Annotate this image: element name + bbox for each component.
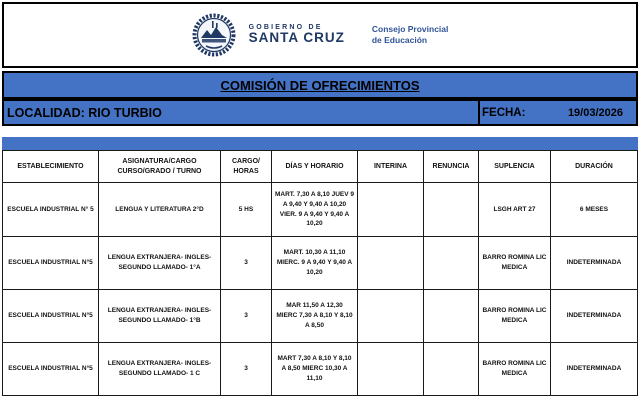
- table-row: [2, 290, 638, 343]
- table-cell: ESCUELA INDUSTRIAL N°5: [2, 343, 99, 396]
- title-bar: [2, 71, 638, 99]
- table-cell: [424, 237, 479, 290]
- table-cell: [358, 237, 424, 290]
- table-cell: INDETERMINADA: [551, 237, 638, 290]
- table-cell: 6 MESES: [551, 183, 638, 237]
- localidad-label: LOCALIDAD: RIO TURBIO: [7, 105, 162, 120]
- table-cell: 3: [221, 290, 272, 343]
- brand-gobierno-de: GOBIERNO DE: [248, 23, 323, 31]
- table-cell: [424, 290, 479, 343]
- table-cell: INDETERMINADA: [551, 343, 638, 396]
- table-cell: ESCUELA INDUSTRIAL N°5: [2, 290, 99, 343]
- table-cell: MART. 10,30 A 11,10 MIERC. 9 A 9,40 Y 9,40 A 10,20: [272, 237, 358, 290]
- table-cell: [424, 343, 479, 396]
- table-cell: BARRO ROMINA LIC MEDICA: [479, 343, 551, 396]
- table-cell: [358, 183, 424, 237]
- table-cell: INDETERMINADA: [551, 290, 638, 343]
- table-cell: 5 HS: [221, 183, 272, 237]
- table-cell: 3: [221, 237, 272, 290]
- table-cell: BARRO ROMINA LIC MEDICA: [479, 237, 551, 290]
- column-header: INTERINA: [358, 151, 424, 183]
- table-row: [2, 343, 638, 396]
- table-cell: [424, 183, 479, 237]
- org-name: [372, 24, 449, 45]
- table-cell: MART 7,30 A 8,10 Y 8,10 A 8,50 MIERC 10,30 A 11,10: [272, 343, 358, 396]
- table-cell: LENGUA EXTRANJERA- INGLES- SEGUNDO LLAMADO- 1°B: [99, 290, 221, 343]
- fecha-box: [478, 101, 636, 124]
- column-header: RENUNCIA: [424, 151, 479, 183]
- localidad-bar: [2, 99, 638, 126]
- column-header: CARGO/ HORAS: [221, 151, 272, 183]
- org-name-line1: Consejo Provincial: [371, 24, 449, 35]
- table-cell: BARRO ROMINA LIC MEDICA: [479, 290, 551, 343]
- table-cell: LENGUA EXTRANJERA- INGLES- SEGUNDO LLAMADO- 1°A: [99, 237, 221, 290]
- column-header: DÍAS Y HORARIO: [272, 151, 358, 183]
- table-cell: LENGUA Y LITERATURA 2°D: [99, 183, 221, 237]
- document-title: COMISIÓN DE OFRECIMIENTOS: [220, 77, 420, 93]
- table-row: [2, 183, 638, 237]
- table-cell: ESCUELA INDUSTRIAL N°5: [2, 237, 99, 290]
- org-name-line2: de Educación: [371, 35, 428, 45]
- table-cell: [358, 343, 424, 396]
- table-row: [2, 237, 638, 290]
- table-cell: 3: [221, 343, 272, 396]
- fecha-label: FECHA:: [482, 106, 526, 119]
- column-header: DURACIÓN: [551, 151, 638, 183]
- column-header: ESTABLECIMIENTO: [2, 151, 99, 183]
- table-cell: MART. 7,30 A 8,10 JUEV 9 A 9,40 Y 9,40 A 10,20 VIER. 9 A 9,40 Y 9,40 A 10,20: [272, 183, 358, 237]
- fecha-value: 19/03/2026: [567, 106, 623, 119]
- table-cell: [358, 290, 424, 343]
- government-brand: [249, 24, 345, 47]
- column-header: ASIGNATURA/CARGO CURSO/GRADO / TURNO: [99, 151, 221, 183]
- table-cell: LENGUA EXTRANJERA- INGLES- SEGUNDO LLAMADO- 1 C: [99, 343, 221, 396]
- table-header-row: [2, 151, 638, 183]
- document-header-box: [2, 2, 638, 68]
- table-top-band: [2, 137, 638, 150]
- brand-santa-cruz: SANTA CRUZ: [248, 30, 345, 46]
- offers-table: [2, 150, 638, 396]
- santa-cruz-seal-icon: [192, 13, 236, 57]
- table-cell: ESCUELA INDUSTRIAL N° 5: [2, 183, 99, 237]
- table-cell: LSGH ART 27: [479, 183, 551, 237]
- table-cell: MAR 11,50 A 12,30 MIERC 7,30 A 8,10 Y 8,10 A 8,50: [272, 290, 358, 343]
- spacer: [2, 126, 638, 137]
- column-header: SUPLENCIA: [479, 151, 551, 183]
